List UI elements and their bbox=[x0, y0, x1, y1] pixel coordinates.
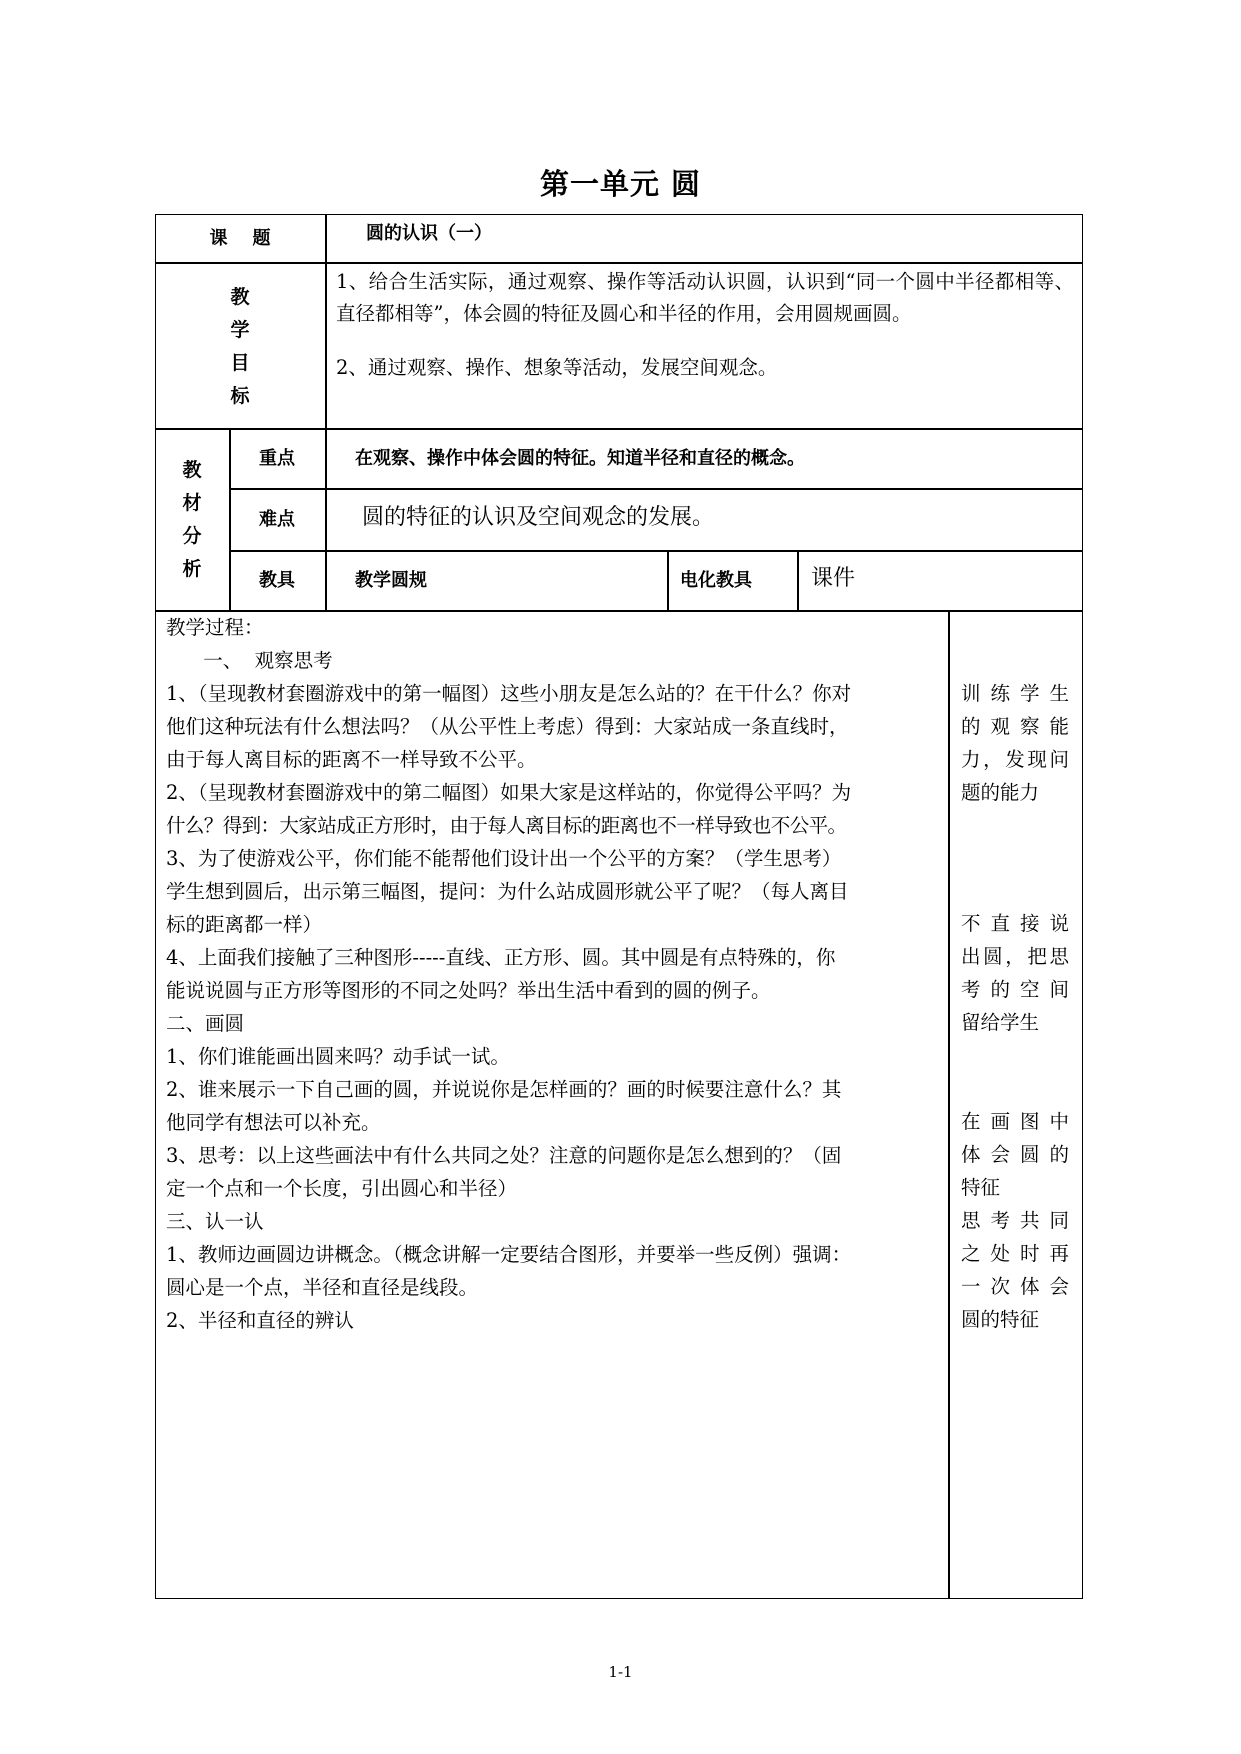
analysis-label: 教 材 分 析 bbox=[182, 459, 202, 580]
goal-1: 1、给合生活实际，通过观察、操作等活动认识圆，认识到“同一个圆中半径都相等、直径都相等”，体会圆的特征及圆心和半径的作用，会用圆规画圆。 bbox=[336, 270, 1074, 325]
note-space: 不直接说 出圆，把思 考的空间 留给学生 bbox=[961, 912, 1069, 1034]
column-divider bbox=[797, 550, 799, 611]
tools-label: 教具 bbox=[259, 570, 295, 591]
column-divider bbox=[667, 550, 669, 611]
difficulty-label: 难点 bbox=[259, 509, 295, 530]
electronic-label: 电化教具 bbox=[680, 570, 752, 591]
goals-text bbox=[336, 266, 1074, 384]
column-divider bbox=[948, 610, 950, 1599]
teaching-process: 教学过程： 一、 观察思考 1、（呈现教材套圈游戏中的第一幅图）这些小朋友是怎么站的？在干什么？你对 他们这种玩法有什么想法吗？（从公平性上考虑）得到：大家站成一条直线时， 由于每人离目标的距离不一样导致不公平。 2、（呈现教材套圈游戏中的第二幅图）如果大家是这样站的，你觉得公平吗？为 什么？得到：大家站成正方形时，由于每人离目标的距离也不一样导致也不公平。 3、为了使游戏公平，你们能不能帮他们设计出一个公平的方案？（学生思考） 学生想到圆后，出示第三幅图，提问：为什么站成圆形就公平了呢？（每人离目 标的距离都一样） 4、上面我们接触了三种图形-----直线、正方形、圆。其中圆是有点特殊的，你 能说说圆与正方形等图形的不同之处吗？举出生活中看到的圆的例子。 二、画圆 1、你们谁能画出圆来吗？动手试一试。 2、谁来展示一下自己画的圆，并说说你是怎样画的？画的时候要注意什么？其 他同学有想法可以补充。 3、思考：以上这些画法中有什么共同之处？注意的问题你是怎么想到的？（固 定一个点和一个长度，引出圆心和半径） 三、认一认 1、教师边画圆边讲概念。（概念讲解一定要结合图形，并要举一些反例）强调： 圆心是一个点，半径和直径是线段。 2、半径和直径的辨认 bbox=[166, 616, 852, 1332]
electronic-value: 课件 bbox=[811, 566, 856, 591]
note-drawing: 在画图中 体会圆的 特征 bbox=[961, 1110, 1069, 1199]
topic-value: 圆的认识（一） bbox=[366, 223, 492, 244]
page-number: 1-1 bbox=[608, 1663, 633, 1681]
note-common: 思考共同 之处时再 一次体会 圆的特征 bbox=[961, 1209, 1069, 1331]
difficulty-value: 圆的特征的认识及空间观念的发展。 bbox=[362, 505, 715, 530]
row-divider bbox=[229, 488, 1083, 490]
goals-label: 教 学 目 标 bbox=[230, 286, 250, 407]
row-divider bbox=[155, 262, 1083, 264]
column-divider bbox=[325, 214, 327, 611]
key-value: 在观察、操作中体会圆的特征。知道半径和直径的概念。 bbox=[355, 448, 805, 469]
topic-label: 课 题 bbox=[209, 228, 271, 249]
row-divider bbox=[229, 550, 1083, 552]
goal-2: 2、通过观察、操作、想象等活动，发展空间观念。 bbox=[336, 356, 778, 379]
row-divider bbox=[155, 428, 1083, 430]
tools-value: 教学圆规 bbox=[355, 570, 427, 591]
note-observation: 训练学生 的观察能 力，发现问 题的能力 bbox=[961, 682, 1069, 804]
key-label: 重点 bbox=[259, 448, 295, 469]
page-title: 第一单元 圆 bbox=[539, 167, 702, 201]
